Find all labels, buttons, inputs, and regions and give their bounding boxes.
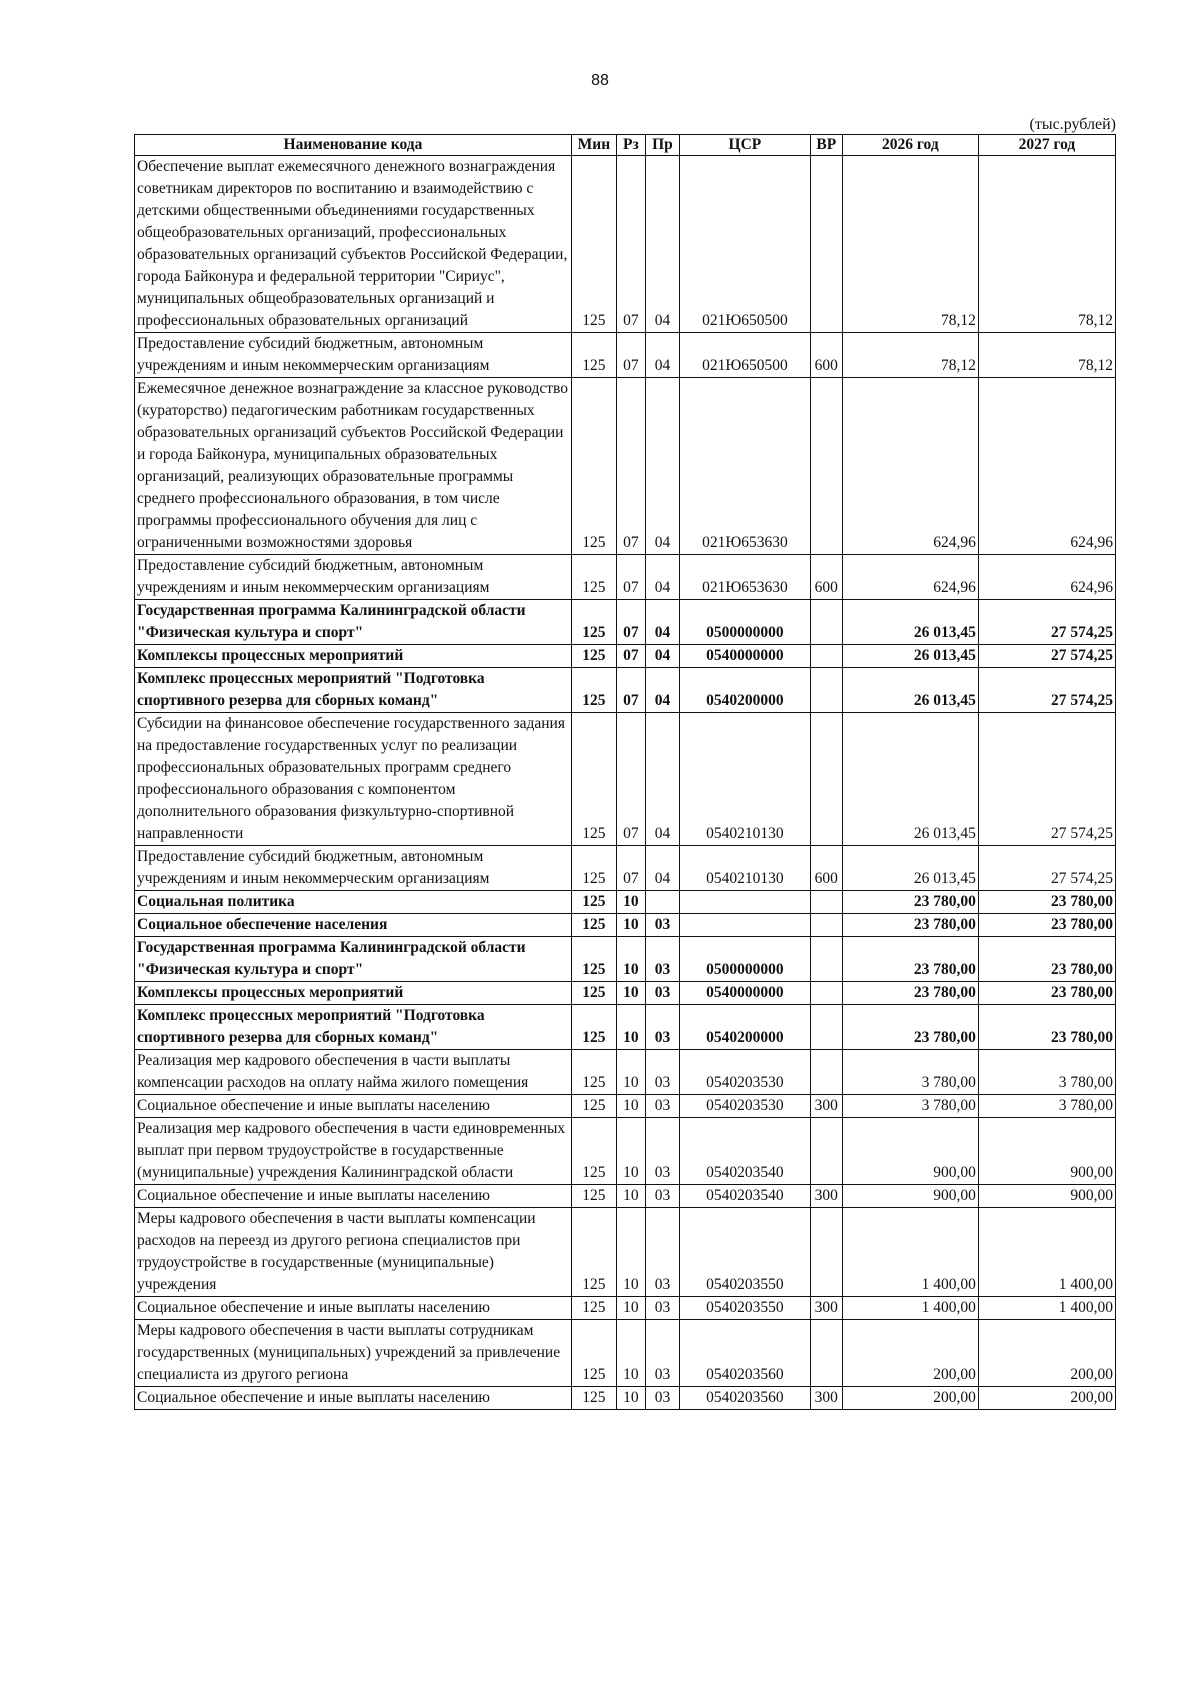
page-number: 88 [591, 72, 609, 89]
table-header-row [135, 135, 1116, 156]
cell-min: 125 [571, 1185, 616, 1208]
cell-2026: 1 400,00 [842, 1297, 978, 1320]
cell-vr [810, 937, 842, 982]
cell-csr: 0540210130 [680, 846, 811, 891]
table-row [135, 914, 1116, 937]
budget-table [134, 134, 1116, 1410]
cell-2026: 1 400,00 [842, 1208, 978, 1297]
cell-2026: 900,00 [842, 1185, 978, 1208]
cell-csr: 021Ю653630 [680, 555, 811, 600]
cell-2026: 26 013,45 [842, 713, 978, 846]
cell-2027: 27 574,25 [978, 600, 1115, 645]
cell-rz: 07 [616, 333, 645, 378]
cell-csr: 021Ю653630 [680, 378, 811, 555]
cell-vr: 600 [810, 333, 842, 378]
cell-2027: 624,96 [978, 378, 1115, 555]
header-vr: ВР [810, 135, 842, 156]
cell-csr [680, 914, 811, 937]
cell-rz: 07 [616, 378, 645, 555]
cell-csr: 021Ю650500 [680, 156, 811, 333]
cell-csr: 0540200000 [680, 1005, 811, 1050]
cell-rz: 10 [616, 1297, 645, 1320]
cell-vr: 600 [810, 846, 842, 891]
cell-name: Меры кадрового обеспечения в части выплаты компенсации расходов на переезд из другого региона специалистов при трудоустройстве в государственные (муниципальные) учреждения [135, 1208, 572, 1297]
cell-pr: 04 [645, 333, 679, 378]
units-label: (тыс.рублей) [1029, 116, 1116, 133]
cell-name: Предоставление субсидий бюджетным, автономным учреждениям и иным некоммерческим организациям [135, 333, 572, 378]
cell-2026: 78,12 [842, 333, 978, 378]
cell-rz: 10 [616, 1320, 645, 1387]
cell-pr: 03 [645, 1118, 679, 1185]
table-row [135, 1297, 1116, 1320]
cell-vr [810, 891, 842, 914]
cell-min: 125 [571, 645, 616, 668]
table-row [135, 1185, 1116, 1208]
table-row [135, 1320, 1116, 1387]
cell-2027: 200,00 [978, 1387, 1115, 1410]
cell-2027: 3 780,00 [978, 1050, 1115, 1095]
cell-name: Комплексы процессных мероприятий [135, 645, 572, 668]
cell-name: Социальное обеспечение и иные выплаты населению [135, 1185, 572, 1208]
cell-min: 125 [571, 555, 616, 600]
cell-2027: 23 780,00 [978, 1005, 1115, 1050]
cell-vr [810, 668, 842, 713]
cell-rz: 10 [616, 937, 645, 982]
cell-vr: 600 [810, 555, 842, 600]
cell-2026: 200,00 [842, 1387, 978, 1410]
table-row [135, 600, 1116, 645]
cell-vr [810, 1208, 842, 1297]
cell-pr: 04 [645, 378, 679, 555]
cell-csr: 0500000000 [680, 600, 811, 645]
table-row [135, 891, 1116, 914]
cell-vr: 300 [810, 1387, 842, 1410]
cell-pr: 04 [645, 668, 679, 713]
cell-vr [810, 1320, 842, 1387]
header-2026: 2026 год [842, 135, 978, 156]
cell-min: 125 [571, 600, 616, 645]
header-csr: ЦСР [680, 135, 811, 156]
cell-rz: 07 [616, 668, 645, 713]
cell-2027: 23 780,00 [978, 937, 1115, 982]
cell-pr: 03 [645, 1050, 679, 1095]
cell-min: 125 [571, 1118, 616, 1185]
cell-name: Социальная политика [135, 891, 572, 914]
cell-name: Реализация мер кадрового обеспечения в части выплаты компенсации расходов на оплату найма жилого помещения [135, 1050, 572, 1095]
cell-csr: 0540000000 [680, 645, 811, 668]
cell-pr: 03 [645, 1095, 679, 1118]
cell-2026: 23 780,00 [842, 937, 978, 982]
header-pr: Пр [645, 135, 679, 156]
cell-csr: 0540203550 [680, 1297, 811, 1320]
cell-name: Меры кадрового обеспечения в части выплаты сотрудникам государственных (муниципальных) учреждений за привлечение специалиста из другого региона [135, 1320, 572, 1387]
cell-2027: 3 780,00 [978, 1095, 1115, 1118]
cell-2027: 1 400,00 [978, 1208, 1115, 1297]
cell-rz: 07 [616, 600, 645, 645]
cell-2027: 27 574,25 [978, 668, 1115, 713]
table-row [135, 156, 1116, 333]
cell-2026: 23 780,00 [842, 1005, 978, 1050]
cell-min: 125 [571, 937, 616, 982]
cell-rz: 10 [616, 1095, 645, 1118]
cell-csr: 0540200000 [680, 668, 811, 713]
cell-name: Ежемесячное денежное вознаграждение за классное руководство (кураторство) педагогическим работникам государственных образовательных организаций субъектов Российской Федерации и города Байконура, муниципальных образовательных организаций, реализующих образовательные программы среднего профессионального образования, в том числе программы профессионального обучения для лиц с ограниченными возможностями здоровья [135, 378, 572, 555]
table-row [135, 378, 1116, 555]
cell-vr [810, 713, 842, 846]
cell-name: Социальное обеспечение и иные выплаты населению [135, 1297, 572, 1320]
cell-pr: 03 [645, 1185, 679, 1208]
table-row [135, 555, 1116, 600]
table-row [135, 982, 1116, 1005]
cell-pr: 03 [645, 937, 679, 982]
cell-vr: 300 [810, 1095, 842, 1118]
cell-2027: 78,12 [978, 156, 1115, 333]
cell-vr [810, 600, 842, 645]
cell-name: Обеспечение выплат ежемесячного денежного вознаграждения советникам директоров по воспитанию и взаимодействию с детскими общественными объединениями государственных общеобразовательных организаций, профессиональных образовательных организаций субъектов Российской Федерации, города Байконура и федеральной территории "Сириус", муниципальных общеобразовательных организаций и профессиональных образовательных организаций [135, 156, 572, 333]
cell-2027: 624,96 [978, 555, 1115, 600]
cell-2026: 26 013,45 [842, 645, 978, 668]
table-row [135, 668, 1116, 713]
cell-min: 125 [571, 156, 616, 333]
cell-2026: 23 780,00 [842, 914, 978, 937]
cell-vr [810, 645, 842, 668]
cell-pr: 04 [645, 555, 679, 600]
header-rz: Рз [616, 135, 645, 156]
cell-2026: 26 013,45 [842, 600, 978, 645]
cell-2026: 23 780,00 [842, 982, 978, 1005]
cell-name: Государственная программа Калининградской области "Физическая культура и спорт" [135, 937, 572, 982]
cell-pr: 04 [645, 645, 679, 668]
cell-csr: 0540000000 [680, 982, 811, 1005]
cell-rz: 10 [616, 1208, 645, 1297]
cell-rz: 10 [616, 1118, 645, 1185]
cell-2027: 78,12 [978, 333, 1115, 378]
cell-min: 125 [571, 1208, 616, 1297]
cell-2026: 3 780,00 [842, 1050, 978, 1095]
cell-2027: 900,00 [978, 1118, 1115, 1185]
cell-csr: 0500000000 [680, 937, 811, 982]
cell-pr: 04 [645, 713, 679, 846]
cell-name: Социальное обеспечение и иные выплаты населению [135, 1095, 572, 1118]
cell-2027: 23 780,00 [978, 982, 1115, 1005]
table-row [135, 645, 1116, 668]
cell-rz: 10 [616, 1387, 645, 1410]
cell-2027: 27 574,25 [978, 713, 1115, 846]
cell-pr: 03 [645, 1387, 679, 1410]
cell-vr [810, 1050, 842, 1095]
cell-name: Предоставление субсидий бюджетным, автономным учреждениям и иным некоммерческим организациям [135, 555, 572, 600]
cell-csr: 0540210130 [680, 713, 811, 846]
cell-name: Комплекс процессных мероприятий "Подготовка спортивного резерва для сборных команд" [135, 668, 572, 713]
cell-csr: 0540203560 [680, 1387, 811, 1410]
table-row [135, 1208, 1116, 1297]
cell-rz: 10 [616, 891, 645, 914]
cell-min: 125 [571, 1320, 616, 1387]
cell-min: 125 [571, 1387, 616, 1410]
table-row [135, 1050, 1116, 1095]
table-body [135, 156, 1116, 1410]
table-row [135, 937, 1116, 982]
cell-rz: 07 [616, 555, 645, 600]
cell-rz: 07 [616, 713, 645, 846]
cell-csr: 0540203540 [680, 1185, 811, 1208]
cell-min: 125 [571, 713, 616, 846]
cell-2026: 26 013,45 [842, 668, 978, 713]
cell-csr: 0540203530 [680, 1095, 811, 1118]
cell-2026: 624,96 [842, 555, 978, 600]
cell-pr: 03 [645, 1320, 679, 1387]
cell-pr: 03 [645, 1208, 679, 1297]
cell-vr [810, 378, 842, 555]
cell-2027: 200,00 [978, 1320, 1115, 1387]
cell-pr: 03 [645, 982, 679, 1005]
header-name: Наименование кода [135, 135, 572, 156]
cell-pr: 03 [645, 1005, 679, 1050]
cell-pr: 04 [645, 156, 679, 333]
cell-csr [680, 891, 811, 914]
cell-name: Комплексы процессных мероприятий [135, 982, 572, 1005]
table-row [135, 1005, 1116, 1050]
cell-2026: 23 780,00 [842, 891, 978, 914]
cell-vr [810, 1005, 842, 1050]
cell-vr [810, 156, 842, 333]
cell-vr: 300 [810, 1185, 842, 1208]
cell-rz: 10 [616, 982, 645, 1005]
cell-name: Реализация мер кадрового обеспечения в части единовременных выплат при первом трудоустройстве в государственные (муниципальные) учреждения Калининградской области [135, 1118, 572, 1185]
cell-csr: 0540203560 [680, 1320, 811, 1387]
table-row [135, 1387, 1116, 1410]
cell-min: 125 [571, 1297, 616, 1320]
table-row [135, 713, 1116, 846]
table-row [135, 333, 1116, 378]
cell-pr: 03 [645, 914, 679, 937]
cell-2026: 200,00 [842, 1320, 978, 1387]
cell-2027: 23 780,00 [978, 891, 1115, 914]
cell-vr [810, 982, 842, 1005]
cell-pr: 04 [645, 846, 679, 891]
cell-min: 125 [571, 333, 616, 378]
cell-vr [810, 1118, 842, 1185]
cell-name: Предоставление субсидий бюджетным, автономным учреждениям и иным некоммерческим организациям [135, 846, 572, 891]
cell-2027: 27 574,25 [978, 846, 1115, 891]
cell-csr: 0540203540 [680, 1118, 811, 1185]
cell-2026: 26 013,45 [842, 846, 978, 891]
cell-name: Комплекс процессных мероприятий "Подготовка спортивного резерва для сборных команд" [135, 1005, 572, 1050]
cell-2026: 78,12 [842, 156, 978, 333]
cell-min: 125 [571, 1095, 616, 1118]
cell-min: 125 [571, 914, 616, 937]
cell-rz: 10 [616, 1005, 645, 1050]
cell-name: Социальное обеспечение населения [135, 914, 572, 937]
cell-min: 125 [571, 891, 616, 914]
cell-min: 125 [571, 668, 616, 713]
cell-min: 125 [571, 378, 616, 555]
cell-rz: 10 [616, 1050, 645, 1095]
cell-2027: 23 780,00 [978, 914, 1115, 937]
table-row [135, 1095, 1116, 1118]
cell-rz: 10 [616, 914, 645, 937]
cell-min: 125 [571, 1005, 616, 1050]
cell-rz: 10 [616, 1185, 645, 1208]
cell-name: Субсидии на финансовое обеспечение государственного задания на предоставление государственных услуг по реализации профессиональных образовательных программ среднего профессионального образования с компонентом дополнительного образования физкультурно-спортивной направленности [135, 713, 572, 846]
cell-name: Социальное обеспечение и иные выплаты населению [135, 1387, 572, 1410]
cell-csr: 0540203530 [680, 1050, 811, 1095]
cell-csr: 0540203550 [680, 1208, 811, 1297]
cell-min: 125 [571, 1050, 616, 1095]
header-2027: 2027 год [978, 135, 1115, 156]
cell-csr: 021Ю650500 [680, 333, 811, 378]
table-row [135, 1118, 1116, 1185]
cell-2026: 624,96 [842, 378, 978, 555]
cell-2027: 27 574,25 [978, 645, 1115, 668]
cell-2026: 3 780,00 [842, 1095, 978, 1118]
cell-2027: 900,00 [978, 1185, 1115, 1208]
cell-pr: 04 [645, 600, 679, 645]
cell-pr [645, 891, 679, 914]
header-min: Мин [571, 135, 616, 156]
cell-vr: 300 [810, 1297, 842, 1320]
cell-min: 125 [571, 982, 616, 1005]
cell-rz: 07 [616, 846, 645, 891]
cell-min: 125 [571, 846, 616, 891]
cell-pr: 03 [645, 1297, 679, 1320]
table-row [135, 846, 1116, 891]
cell-vr [810, 914, 842, 937]
cell-name: Государственная программа Калининградской области "Физическая культура и спорт" [135, 600, 572, 645]
cell-2027: 1 400,00 [978, 1297, 1115, 1320]
cell-rz: 07 [616, 156, 645, 333]
cell-2026: 900,00 [842, 1118, 978, 1185]
cell-rz: 07 [616, 645, 645, 668]
